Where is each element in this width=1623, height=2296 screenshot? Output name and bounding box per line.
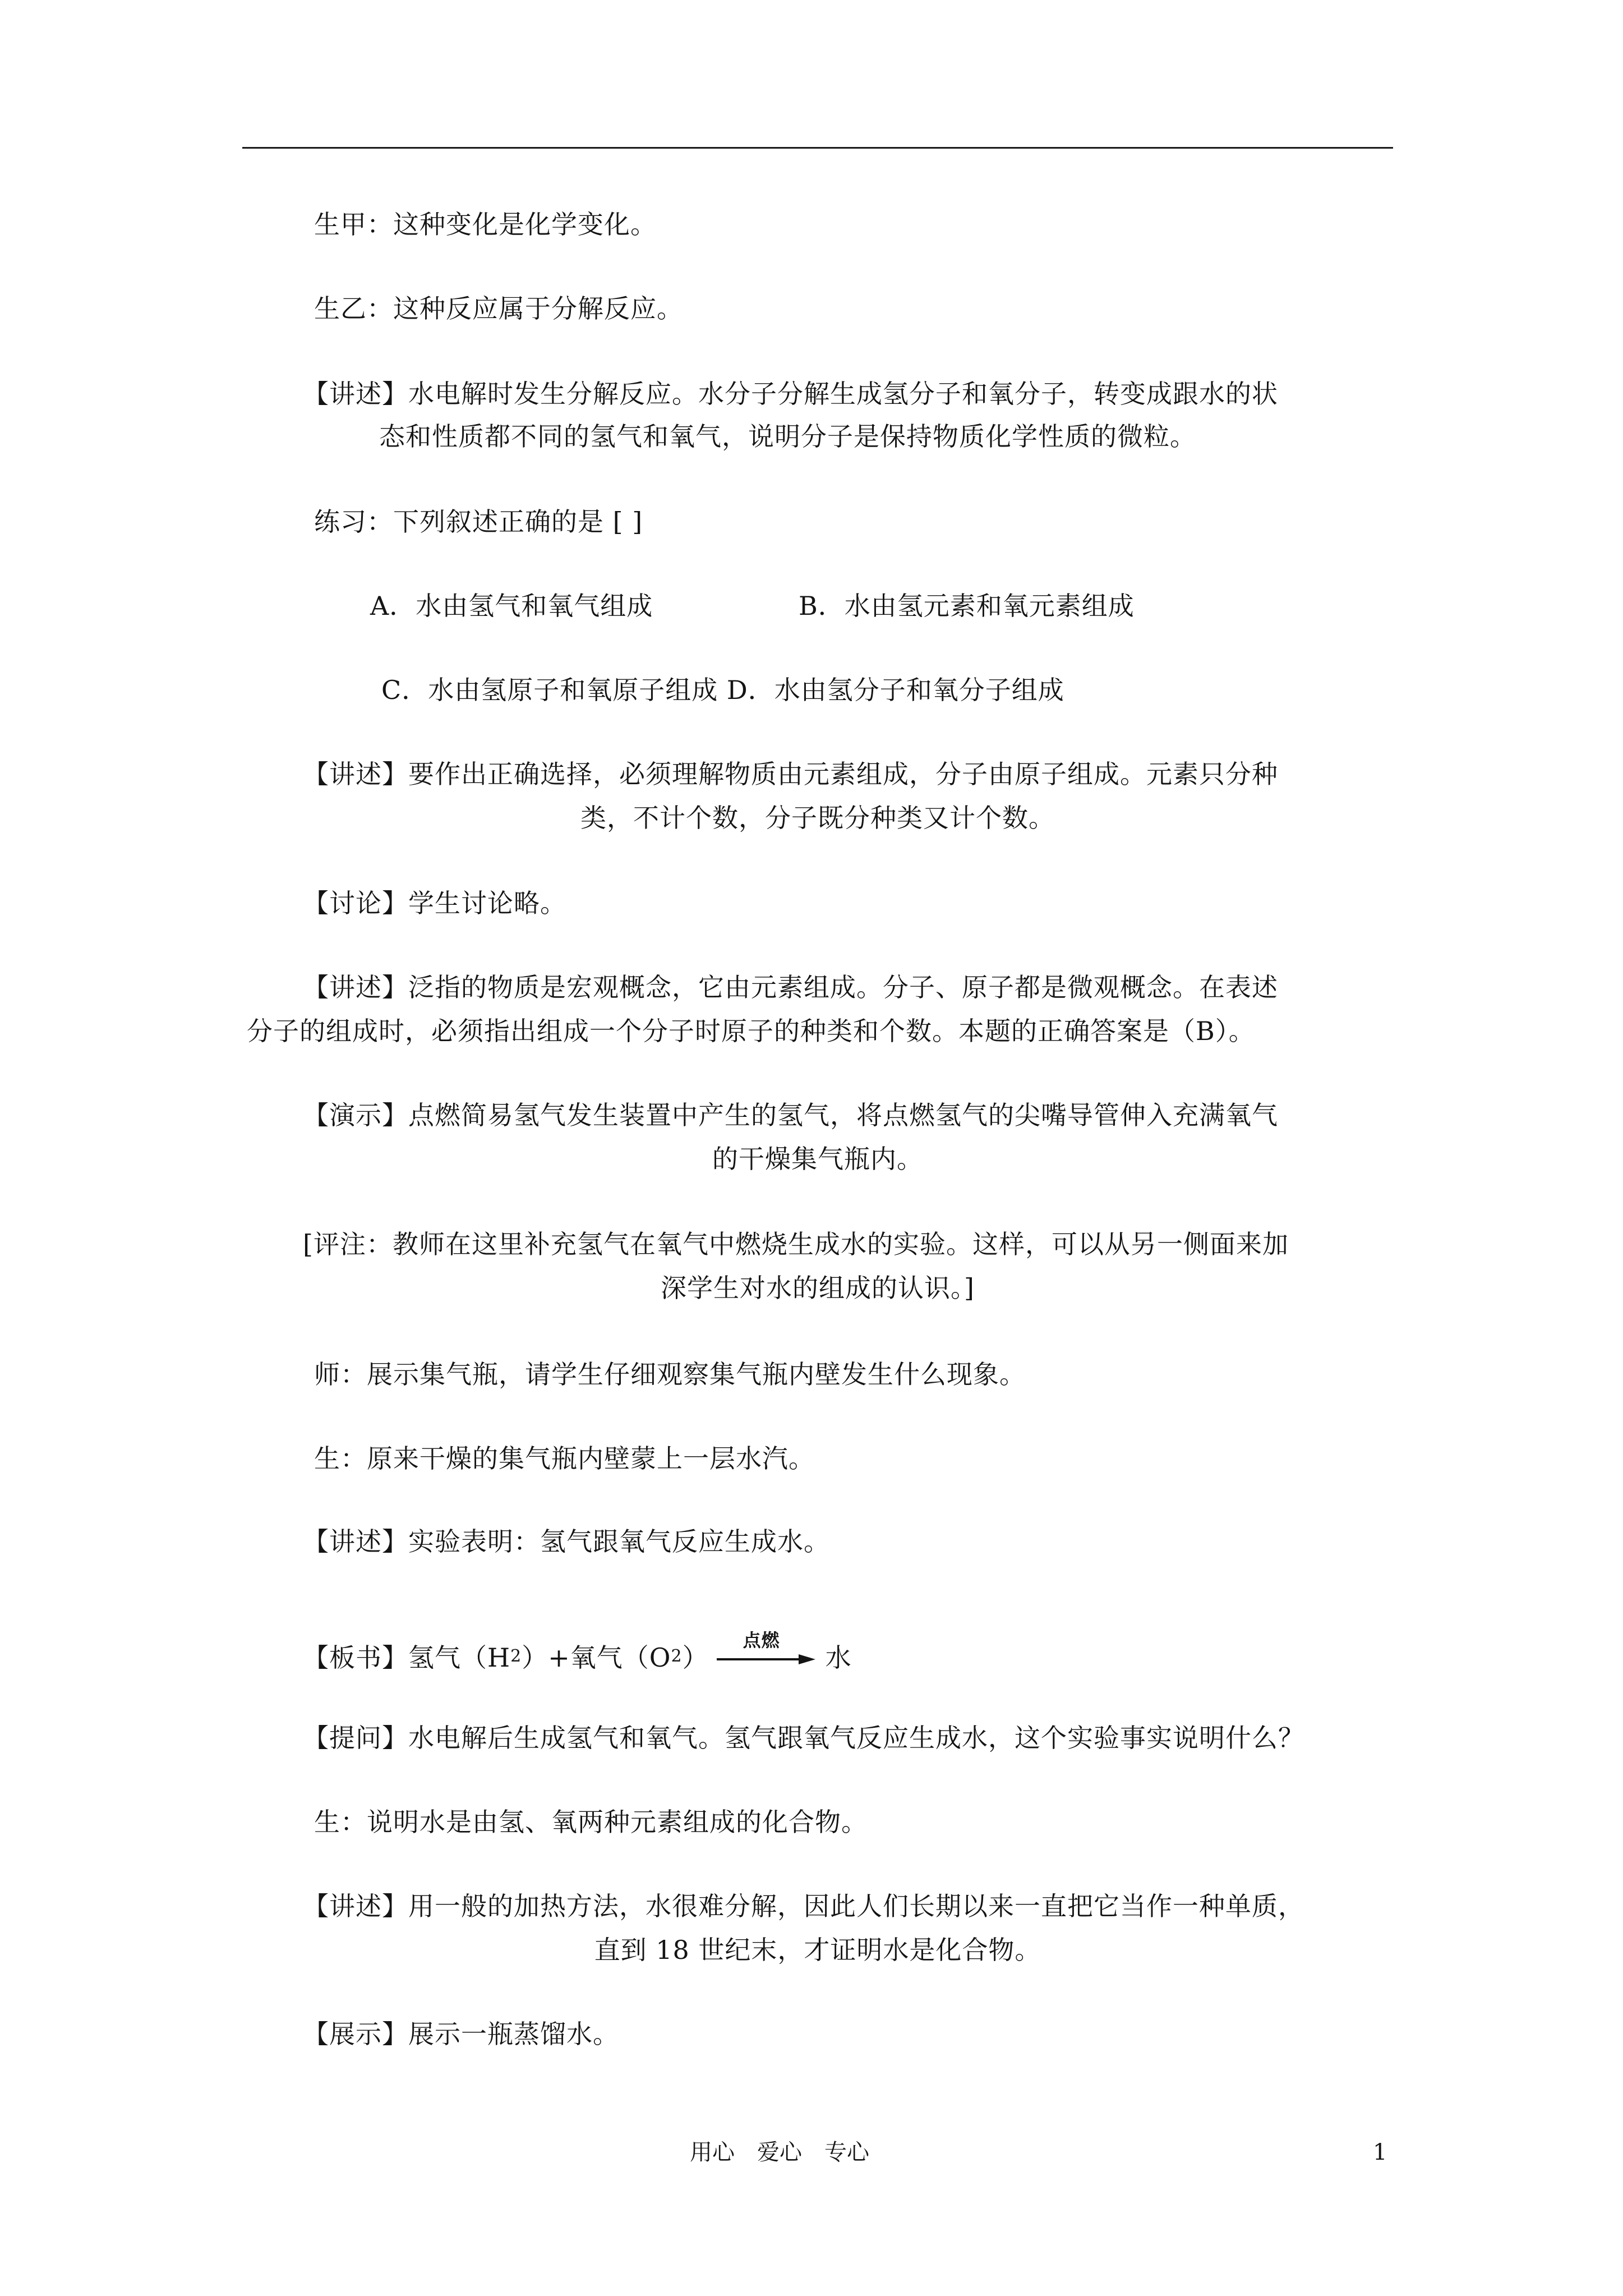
line-lecture-2b: 类，不计个数，分子既分种类又计个数。 [580, 803, 1055, 833]
line-demo-b: 的干燥集气瓶内。 [712, 1144, 923, 1174]
option-a: A．水由氢气和氧气组成 [370, 591, 653, 621]
line-student-a: 生甲：这种变化是化学变化。 [314, 209, 657, 240]
line-lecture-3b: 分子的组成时，必须指出组成一个分子时原子的种类和个数。本题的正确答案是（B）。 [247, 1016, 1255, 1046]
blackboard-equation [303, 1630, 852, 1678]
equation-reactants-middle: ）+氧气（O [522, 1642, 671, 1673]
line-display: 【展示】展示一瓶蒸馏水。 [303, 2019, 619, 2049]
line-lecture-1b: 态和性质都不同的氢气和氧气，说明分子是保持物质化学性质的微粒。 [379, 421, 1196, 452]
line-comment-a: [评注：教师在这里补充氢气在氧气中燃烧生成水的实验。这样，可以从另一侧面来加 [303, 1229, 1289, 1259]
line-lecture-2a: 【讲述】要作出正确选择，必须理解物质由元素组成，分子由原子组成。元素只分种 [303, 759, 1278, 789]
line-student-d: 生：说明水是由氢、氧两种元素组成的化合物。 [314, 1807, 868, 1837]
header-rule [242, 147, 1393, 149]
line-student-b: 生乙：这种反应属于分解反应。 [314, 293, 683, 324]
equation-o-subscript: 2 [671, 1646, 683, 1666]
line-lecture-5a: 【讲述】用一般的加热方法，水很难分解，因此人们长期以来一直把它当作一种单质， [303, 1891, 1304, 1921]
line-comment-b: 深学生对水的组成的认识。] [661, 1273, 975, 1303]
line-lecture-3a: 【讲述】泛指的物质是宏观概念，它由元素组成。分子、原子都是微观概念。在表述 [303, 972, 1278, 1002]
equation-h-subscript: 2 [510, 1646, 522, 1666]
arrow-icon [717, 1654, 818, 1665]
equation-reactants-prefix: 【板书】氢气（H [303, 1642, 511, 1673]
line-student-c: 生：原来干燥的集气瓶内壁蒙上一层水汽。 [314, 1443, 815, 1474]
footer-motto: 用心 爱心 专心 [690, 2139, 869, 2165]
line-exercise: 练习：下列叙述正确的是 [ ] [314, 507, 643, 537]
line-discussion: 【讨论】学生讨论略。 [303, 888, 566, 918]
line-question: 【提问】水电解后生成氢气和氧气。氢气跟氧气反应生成水，这个实验事实说明什么？ [303, 1723, 1304, 1753]
option-c-d: C．水由氢原子和氧原子组成 D．水由氢分子和氧分子组成 [381, 675, 1064, 705]
line-lecture-1a: 【讲述】水电解时发生分解反应。水分子分解生成氢分子和氧分子，转变成跟水的状 [303, 379, 1278, 409]
reaction-condition: 点燃 [743, 1630, 780, 1651]
line-teacher: 师：展示集气瓶，请学生仔细观察集气瓶内壁发生什么现象。 [314, 1359, 1026, 1389]
equation-product: 水 [825, 1642, 852, 1673]
equation-reactants-close: ） [682, 1642, 709, 1673]
line-lecture-5b: 直到 18 世纪末，才证明水是化合物。 [594, 1935, 1041, 1965]
line-demo-a: 【演示】点燃简易氢气发生装置中产生的氢气，将点燃氢气的尖嘴导管伸入充满氧气 [303, 1100, 1278, 1130]
line-lecture-4: 【讲述】实验表明：氢气跟氧气反应生成水。 [303, 1526, 830, 1557]
option-b: B．水由氢元素和氧元素组成 [799, 591, 1135, 621]
page-number: 1 [1373, 2139, 1387, 2165]
reaction-arrow [717, 1630, 818, 1678]
